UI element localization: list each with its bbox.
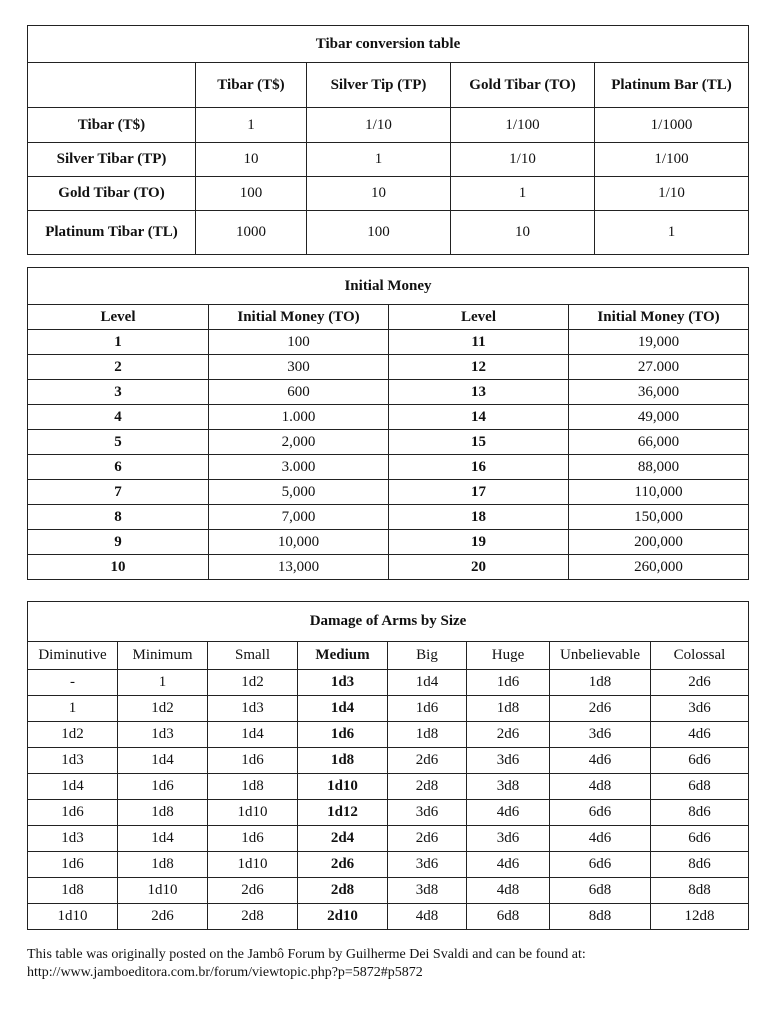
damage-cell: 8d8 xyxy=(651,878,749,904)
damage-cell: 2d8 xyxy=(298,878,388,904)
table-row xyxy=(28,878,749,904)
level-cell: 13 xyxy=(389,380,569,405)
table-row xyxy=(28,722,749,748)
table-row xyxy=(28,455,749,480)
damage-cell: 8d6 xyxy=(651,852,749,878)
column-header: Platinum Bar (TL) xyxy=(595,63,749,108)
level-cell: 17 xyxy=(389,480,569,505)
level-cell: 12 xyxy=(389,355,569,380)
table-row xyxy=(28,670,749,696)
damage-cell: 6d8 xyxy=(651,774,749,800)
money-cell: 110,000 xyxy=(569,480,749,505)
damage-cell: 1d6 xyxy=(467,670,550,696)
level-cell: 10 xyxy=(28,555,209,580)
level-cell: 5 xyxy=(28,430,209,455)
damage-cell: 1d10 xyxy=(208,800,298,826)
column-header: Small xyxy=(208,642,298,670)
damage-cell: 4d6 xyxy=(467,800,550,826)
table-row xyxy=(28,852,749,878)
table-cell: 1 xyxy=(196,108,307,143)
damage-cell: 6d8 xyxy=(467,904,550,930)
damage-cell: 1d8 xyxy=(467,696,550,722)
money-cell: 150,000 xyxy=(569,505,749,530)
level-cell: 20 xyxy=(389,555,569,580)
table-cell: 1 xyxy=(595,211,749,255)
money-cell: 66,000 xyxy=(569,430,749,455)
damage-cell: 4d6 xyxy=(467,852,550,878)
column-header: Silver Tip (TP) xyxy=(307,63,451,108)
damage-cell: 2d6 xyxy=(388,748,467,774)
money-cell: 2,000 xyxy=(209,430,389,455)
column-header: Minimum xyxy=(118,642,208,670)
damage-cell: 1d6 xyxy=(208,748,298,774)
damage-cell: 3d6 xyxy=(388,852,467,878)
corner-cell xyxy=(28,63,196,108)
damage-cell: 1d4 xyxy=(208,722,298,748)
damage-cell: 2d6 xyxy=(118,904,208,930)
damage-cell: 6d6 xyxy=(651,748,749,774)
damage-cell: 6d6 xyxy=(550,852,651,878)
table-row xyxy=(28,904,749,930)
money-cell: 5,000 xyxy=(209,480,389,505)
money-cell: 200,000 xyxy=(569,530,749,555)
damage-cell: 1d8 xyxy=(28,878,118,904)
damage-cell: 3d6 xyxy=(651,696,749,722)
row-header: Silver Tibar (TP) xyxy=(28,143,196,177)
damage-cell: 1d2 xyxy=(208,670,298,696)
column-header: Diminutive xyxy=(28,642,118,670)
money-cell: 7,000 xyxy=(209,505,389,530)
damage-cell: 1d6 xyxy=(298,722,388,748)
row-header: Tibar (T$) xyxy=(28,108,196,143)
table-cell: 1/1000 xyxy=(595,108,749,143)
money-cell: 600 xyxy=(209,380,389,405)
damage-cell: 2d6 xyxy=(467,722,550,748)
damage-cell: 2d4 xyxy=(298,826,388,852)
damage-cell: 1d3 xyxy=(298,670,388,696)
damage-cell: 2d6 xyxy=(298,852,388,878)
damage-cell: 2d10 xyxy=(298,904,388,930)
damage-cell: 1d10 xyxy=(28,904,118,930)
table-row xyxy=(28,696,749,722)
damage-cell: 1d3 xyxy=(28,748,118,774)
conversion-row xyxy=(28,143,749,177)
damage-cell: 1d3 xyxy=(28,826,118,852)
column-header: Colossal xyxy=(651,642,749,670)
column-header: Huge xyxy=(467,642,550,670)
damage-cell: 2d8 xyxy=(208,904,298,930)
damage-cell: 1d6 xyxy=(208,826,298,852)
table-cell: 1/10 xyxy=(595,177,749,211)
level-cell: 18 xyxy=(389,505,569,530)
damage-cell: 2d6 xyxy=(550,696,651,722)
table-row xyxy=(28,480,749,505)
money-cell: 1.000 xyxy=(209,405,389,430)
table-cell: 1/100 xyxy=(595,143,749,177)
money-cell: 260,000 xyxy=(569,555,749,580)
damage-cell: 1d10 xyxy=(208,852,298,878)
damage-table-title: Damage of Arms by Size xyxy=(28,602,749,642)
money-cell: 88,000 xyxy=(569,455,749,480)
damage-cell: 1d4 xyxy=(298,696,388,722)
money-cell: 10,000 xyxy=(209,530,389,555)
table-row xyxy=(28,405,749,430)
column-header: Unbelievable xyxy=(550,642,651,670)
damage-cell: 1d4 xyxy=(118,748,208,774)
damage-cell: 3d6 xyxy=(467,826,550,852)
table-row xyxy=(28,555,749,580)
damage-cell: 1d4 xyxy=(388,670,467,696)
level-cell: 16 xyxy=(389,455,569,480)
level-cell: 4 xyxy=(28,405,209,430)
damage-cell: 1d3 xyxy=(208,696,298,722)
damage-cell: 1d4 xyxy=(28,774,118,800)
damage-cell: 1d12 xyxy=(298,800,388,826)
level-cell: 9 xyxy=(28,530,209,555)
conversion-table-title: Tibar conversion table xyxy=(28,26,749,63)
damage-cell: 1d2 xyxy=(118,696,208,722)
money-cell: 19,000 xyxy=(569,330,749,355)
initial-money-table xyxy=(27,267,749,580)
level-cell: 19 xyxy=(389,530,569,555)
money-cell: 3.000 xyxy=(209,455,389,480)
damage-cell: 1d8 xyxy=(550,670,651,696)
level-cell: 7 xyxy=(28,480,209,505)
conversion-row xyxy=(28,108,749,143)
damage-cell: 3d8 xyxy=(467,774,550,800)
table-cell: 100 xyxy=(307,211,451,255)
damage-cell: 4d6 xyxy=(651,722,749,748)
table-cell: 1000 xyxy=(196,211,307,255)
damage-cell: 8d6 xyxy=(651,800,749,826)
table-row xyxy=(28,800,749,826)
footer-text: This table was originally posted on the Jambô Forum by Guilherme Dei Svaldi and can be found at: xyxy=(27,947,586,962)
damage-cell: 1d6 xyxy=(28,852,118,878)
damage-cell: 6d8 xyxy=(550,878,651,904)
damage-cell: 12d8 xyxy=(651,904,749,930)
level-cell: 14 xyxy=(389,405,569,430)
table-row xyxy=(28,505,749,530)
damage-cell: 1d2 xyxy=(28,722,118,748)
damage-cell: 4d6 xyxy=(550,826,651,852)
damage-cell: - xyxy=(28,670,118,696)
level-cell: 15 xyxy=(389,430,569,455)
table-cell: 1/100 xyxy=(451,108,595,143)
damage-cell: 2d6 xyxy=(208,878,298,904)
money-cell: 300 xyxy=(209,355,389,380)
level-cell: 2 xyxy=(28,355,209,380)
table-row xyxy=(28,826,749,852)
damage-cell: 1d8 xyxy=(298,748,388,774)
level-cell: 11 xyxy=(389,330,569,355)
column-header: Medium xyxy=(298,642,388,670)
damage-cell: 3d8 xyxy=(388,878,467,904)
table-row xyxy=(28,430,749,455)
damage-cell: 1 xyxy=(118,670,208,696)
damage-cell: 1d6 xyxy=(388,696,467,722)
damage-cell: 3d6 xyxy=(467,748,550,774)
damage-cell: 3d6 xyxy=(550,722,651,748)
money-cell: 100 xyxy=(209,330,389,355)
damage-cell: 4d8 xyxy=(467,878,550,904)
damage-cell: 1 xyxy=(28,696,118,722)
column-header: Level xyxy=(389,305,569,330)
damage-cell: 3d6 xyxy=(388,800,467,826)
table-cell: 100 xyxy=(196,177,307,211)
level-cell: 3 xyxy=(28,380,209,405)
table-row xyxy=(28,530,749,555)
row-header: Gold Tibar (TO) xyxy=(28,177,196,211)
level-cell: 8 xyxy=(28,505,209,530)
conversion-row xyxy=(28,177,749,211)
level-cell: 6 xyxy=(28,455,209,480)
table-row xyxy=(28,774,749,800)
table-cell: 10 xyxy=(196,143,307,177)
table-cell: 1/10 xyxy=(307,108,451,143)
damage-cell: 1d8 xyxy=(208,774,298,800)
column-header: Big xyxy=(388,642,467,670)
table-row xyxy=(28,748,749,774)
column-header: Initial Money (TO) xyxy=(569,305,749,330)
damage-cell: 1d6 xyxy=(28,800,118,826)
column-header: Tibar (T$) xyxy=(196,63,307,108)
damage-cell: 6d6 xyxy=(651,826,749,852)
level-cell: 1 xyxy=(28,330,209,355)
table-cell: 10 xyxy=(307,177,451,211)
table-cell: 1/10 xyxy=(451,143,595,177)
damage-cell: 4d6 xyxy=(550,748,651,774)
damage-cell: 4d8 xyxy=(550,774,651,800)
tibar-conversion-table xyxy=(27,25,749,255)
table-row xyxy=(28,380,749,405)
damage-cell: 2d6 xyxy=(388,826,467,852)
money-cell: 36,000 xyxy=(569,380,749,405)
source-footer xyxy=(27,946,747,982)
conversion-row xyxy=(28,211,749,255)
damage-by-size-table xyxy=(27,601,749,930)
table-cell: 1 xyxy=(307,143,451,177)
damage-cell: 2d8 xyxy=(388,774,467,800)
damage-cell: 6d6 xyxy=(550,800,651,826)
column-header: Level xyxy=(28,305,209,330)
damage-cell: 1d8 xyxy=(118,852,208,878)
money-cell: 27.000 xyxy=(569,355,749,380)
damage-cell: 8d8 xyxy=(550,904,651,930)
damage-cell: 1d8 xyxy=(388,722,467,748)
column-header: Gold Tibar (TO) xyxy=(451,63,595,108)
damage-cell: 1d10 xyxy=(118,878,208,904)
damage-cell: 1d10 xyxy=(298,774,388,800)
column-header: Initial Money (TO) xyxy=(209,305,389,330)
damage-cell: 1d8 xyxy=(118,800,208,826)
table-cell: 10 xyxy=(451,211,595,255)
table-cell: 1 xyxy=(451,177,595,211)
initial-money-title: Initial Money xyxy=(28,268,749,305)
damage-cell: 4d8 xyxy=(388,904,467,930)
footer-url: http://www.jamboeditora.com.br/forum/viewtopic.php?p=5872#p5872 xyxy=(27,965,423,980)
damage-cell: 2d6 xyxy=(651,670,749,696)
money-cell: 49,000 xyxy=(569,405,749,430)
row-header: Platinum Tibar (TL) xyxy=(28,211,196,255)
table-row xyxy=(28,355,749,380)
money-cell: 13,000 xyxy=(209,555,389,580)
table-row xyxy=(28,330,749,355)
damage-cell: 1d3 xyxy=(118,722,208,748)
damage-cell: 1d4 xyxy=(118,826,208,852)
damage-cell: 1d6 xyxy=(118,774,208,800)
